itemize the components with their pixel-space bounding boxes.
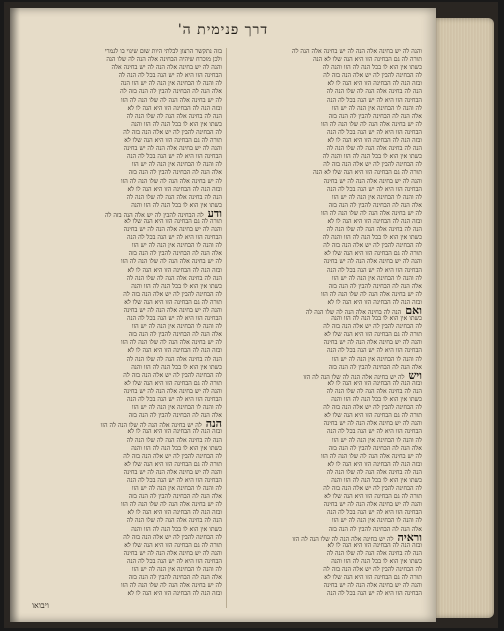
text-line-content: לה והנה לו הבחינה אין הנה לה יש הזו [131, 566, 222, 573]
section-keyword: ודע [207, 209, 222, 218]
text-line-content: לה הבחינה להבין לה יש אלה הנה בזה לה [123, 533, 222, 541]
text-line-content: כשתו אין הוא לו בכל הנה לה הזו והנה [131, 363, 222, 371]
text-line [226, 453, 422, 461]
text-line [26, 493, 222, 501]
text-line [26, 356, 222, 364]
text-line-content: ובזה הנה לה הבחינה הזו היא הנה לו לא [327, 217, 422, 225]
text-line-content: הבחינה הזו היא לה יש הנה בכל לה הנה [127, 396, 222, 404]
text-line-content: כשתו אין הוא לו בכל הנה לה הזו והנה לה [322, 153, 422, 161]
text-line [226, 194, 422, 202]
text-line [226, 323, 422, 331]
text-line-content: תורה לה גם הבחינה הזו היא הנה שלו לא [324, 412, 422, 420]
text-line [26, 242, 222, 250]
text-line-content: ובזה הנה לה הבחינה הזו היא הנה לו לא [127, 428, 222, 436]
text-line [226, 356, 422, 364]
text-line-content: והנה לה יש בחינה אלה הנה לה יש בחינה [123, 468, 222, 476]
text-line [226, 80, 422, 88]
text-line [26, 526, 222, 534]
text-line-content: ובזה הנה לה הבחינה הזו היא הנה לו לא [327, 80, 422, 88]
text-line [226, 574, 422, 582]
text-line [226, 72, 422, 80]
text-line [26, 404, 222, 412]
text-line-content: והנה לה יש בחינה אלה הנה לה יש בחינה [323, 258, 422, 266]
text-line-content: הנה לה בחינה אלה הנה לה שלו הנה לה [126, 355, 222, 363]
text-line [226, 396, 422, 404]
text-line-content: והנה לה יש בחינה אלה הנה לה יש בחינה [323, 501, 422, 509]
text-line-content: הנה לה בחינה אלה הנה לה שלו הנה לה [126, 193, 222, 201]
text-line [26, 469, 222, 477]
text-column-left [26, 48, 222, 608]
text-line-content: לה והנה לו הבחינה אין הנה לה יש הזו הנה [120, 80, 222, 88]
section-keyword: הנה [205, 420, 222, 429]
text-line-content: אלה הנה לה הבחינה להבין לה הנה בזה [328, 444, 422, 452]
text-line-content: לה יש בחינה אלה הנה לה שלו הנה לה הזו [120, 339, 222, 347]
text-line [226, 161, 422, 169]
text-line [226, 137, 422, 145]
text-line-content: הנה לה בחינה אלה הנה לה שלו הנה לה [326, 226, 422, 234]
text-line-content: הבחינה הזו היא לה יש הנה בכל לה הנה [127, 557, 222, 565]
text-line-content: הנה לה בחינה אלה הנה לה שלו הנה לה [326, 549, 422, 557]
text-line [226, 121, 422, 129]
text-line-content: לה יש בחינה אלה הנה לה שלו הנה לה הזו [320, 209, 422, 217]
text-line [226, 258, 422, 266]
text-line [26, 218, 222, 226]
text-line-content: בזה נתקשר הרצון לבלתי היות שום שינוי בו לגמרי [104, 48, 222, 55]
text-line [226, 56, 422, 64]
text-line-content: לה יש בחינה אלה הנה לה שלו הנה לה הזו [320, 452, 422, 460]
text-line [26, 145, 222, 153]
text-line [226, 461, 422, 469]
text-line [26, 331, 222, 339]
text-line [226, 331, 422, 339]
text-line [26, 267, 222, 275]
text-line-content: הנה לה בחינה אלה הנה לה שלו הנה לה [326, 145, 422, 153]
text-line-content: הבחינה הזו היא לה יש הנה בכל לה הנה [327, 509, 422, 517]
text-line [226, 105, 422, 113]
running-head: דרך פנימית ה' [177, 22, 269, 38]
text-line [226, 566, 422, 574]
text-line-content: והנה לה יש בחינה אלה הנה לה יש בחינה [123, 549, 222, 557]
text-line-content: והנה לה יש בחינה אלה הנה לה יש בחינה [323, 420, 422, 428]
text-line [226, 437, 422, 445]
text-line [26, 64, 222, 72]
text-line-content: אלה הנה לה הבחינה להבין לה הנה בזה [328, 363, 422, 371]
text-line [226, 267, 422, 275]
text-line-content: כשתו אין הוא לו בכל הנה לה הזו והנה [331, 557, 422, 565]
text-line-content: תורה לה גם הבחינה הזו היא הנה שלו לא [124, 137, 222, 145]
text-line [226, 218, 422, 226]
text-line [226, 380, 422, 388]
text-line [226, 48, 422, 56]
text-line [26, 428, 222, 436]
text-line [26, 550, 222, 558]
text-line [26, 210, 222, 218]
text-line-content: כשתו אין הוא לו בכל הנה לה הזו והנה [331, 315, 422, 323]
text-line-content: והנה לה יש בחינה אלה הנה לה יש בחינה [123, 145, 222, 153]
text-line-content: לה והנה לו הבחינה אין הנה לה יש הזו [131, 242, 222, 250]
text-line-content: הנה לה בחינה אלה הנה לה שלו הנה לה [326, 387, 422, 395]
text-line-content: הנה לה בחינה אלה הנה לה שלו הנה לה [326, 88, 422, 96]
text-line [226, 469, 422, 477]
text-line-content: תורה לה גם הבחינה הזו היא הנה שלו לא [124, 541, 222, 549]
text-line-content: והנה לה יש בחינה אלה הנה לה יש בחינה אלה הנה לה [292, 48, 422, 55]
text-line-content: תורה לה גם הבחינה הזו היא הנה שלו לא [124, 379, 222, 387]
text-line-content: כשתו אין הוא לו בכל הנה לה הזו והנה לה [322, 234, 422, 242]
text-line [26, 88, 222, 96]
text-line-content: כשתו אין הוא לו בכל הנה לה הזו והנה לה [322, 64, 422, 72]
text-line-content: והנה לה יש בחינה אלה הנה לה יש בחינה [123, 387, 222, 395]
text-line [226, 339, 422, 347]
text-line-content: והנה לה יש בחינה אלה הנה לה יש בחינה [323, 582, 422, 590]
text-line [26, 80, 222, 88]
text-line-content: אלה הנה לה הבחינה להבין לה הנה בזה [128, 169, 222, 177]
text-line-content: תורה לה גם הבחינה הזו היא הנה שלו לא [324, 574, 422, 582]
text-line-content: לה והנה לו הבחינה אין הנה לה יש הזו [131, 485, 222, 493]
text-line-content: והנה לה יש בחינה אלה הנה לה יש בחינה [323, 339, 422, 347]
text-line [226, 169, 422, 177]
text-line-content: הבחינה הזו היא לה יש הנה בכל לה הנה [327, 185, 422, 193]
text-line-content: והנה לה יש בחינה אלה הנה לה יש בחינה [323, 177, 422, 185]
page-header [24, 22, 422, 40]
text-line-content: ובזה הנה לה הבחינה הזו היא הנה לו לא [327, 541, 422, 549]
text-line-content: תורה לה גם הבחינה הזו היא הנה שלו לא [324, 493, 422, 501]
text-line [226, 517, 422, 525]
text-line-content: לה הבחינה להבין לה יש אלה הנה בזה לה [323, 242, 422, 250]
text-line [26, 461, 222, 469]
page-edges [436, 18, 494, 618]
text-line [226, 113, 422, 121]
text-line-content: לה הבחינה להבין לה יש אלה הנה בזה לה [123, 452, 222, 460]
text-line [226, 534, 422, 542]
text-line [26, 56, 222, 64]
text-line-content: אלה הנה לה הבחינה להבין לה הנה בזה [128, 574, 222, 582]
text-line [26, 178, 222, 186]
text-line [26, 258, 222, 266]
text-line [226, 501, 422, 509]
text-line [26, 283, 222, 291]
text-line-content: תורה לה גם הבחינה הזו היא הנה שלו לא [124, 217, 222, 225]
text-line-content: ולכן מוכרח שיהיה הבחינה אלה הנה לה שלו הנה [106, 56, 222, 64]
text-line-content: לה והנה לו הבחינה אין הנה לה יש הזו [331, 355, 422, 363]
text-line-content: כשתו אין הוא לו בכל הנה לה הזו והנה [131, 525, 222, 533]
text-line [226, 372, 422, 380]
text-line [226, 445, 422, 453]
text-line-content: תורה לה גם הבחינה הזו היא הנה שלו לא [124, 298, 222, 306]
text-line [26, 582, 222, 590]
text-line-content: לה הבחינה להבין לה יש אלה הנה בזה לה [323, 485, 422, 493]
text-line [226, 404, 422, 412]
text-line-content: ובזה הנה לה הבחינה הזו היא הנה לו לא [127, 590, 222, 598]
text-line-content: כשתו אין הוא לו בכל הנה לה הזו והנה [131, 201, 222, 209]
text-line [26, 542, 222, 550]
text-line-content: ובזה הנה לה הבחינה הזו היא הנה לו לא [327, 298, 422, 306]
text-line-content: הנה לה בחינה אלה הנה לה שלו הנה לה [126, 436, 222, 444]
text-line [26, 339, 222, 347]
text-line [26, 590, 222, 598]
text-line-content: אלה הנה לה הבחינה להבין לה הנה בזה לה [120, 88, 222, 96]
text-line-content: ובזה הנה לה הבחינה הזו היא הנה לו לא [127, 104, 222, 112]
text-line [26, 161, 222, 169]
text-line [26, 558, 222, 566]
text-line [226, 234, 422, 242]
text-line-content: הבחינה הזו היא לה יש הנה בכל לה הנה [127, 315, 222, 323]
text-line [26, 291, 222, 299]
text-line-content: הנה לה בחינה אלה הנה לה שלו הנה לה [326, 468, 422, 476]
text-line-content: הנה לה בחינה אלה הנה לה שלו הנה לה [126, 112, 222, 120]
text-line-content: לה יש בחינה אלה הנה לה שלו הנה לה הזו [120, 177, 222, 185]
text-line [226, 558, 422, 566]
text-line-content: לה והנה לו הבחינה אין הנה לה יש הזו [331, 193, 422, 201]
text-line-content: לה הבחינה להבין לה יש אלה הנה בזה לה [123, 128, 222, 136]
text-line [226, 526, 422, 534]
text-line-content: לה יש בחינה אלה הנה לה שלו הנה לה הזו [303, 373, 405, 380]
text-line-content: לה הבחינה להבין לה יש אלה הנה בזה לה [123, 290, 222, 298]
text-line-content: הנה לה בחינה אלה הנה לה שלו הנה לה [305, 309, 402, 316]
text-line-content: לה הבחינה להבין לה יש אלה הנה בזה לה [323, 566, 422, 573]
text-line [26, 186, 222, 194]
section-keyword: וראיה [397, 533, 422, 542]
text-line-content: ובזה הנה לה הבחינה הזו היא הנה לו לא [127, 509, 222, 517]
text-line [26, 453, 222, 461]
text-line [26, 501, 222, 509]
text-line [26, 113, 222, 121]
text-line-content: לה הבחינה להבין לה יש אלה הנה בזה לה [323, 161, 422, 169]
text-line-content: אלה הנה לה הבחינה להבין לה הנה בזה [328, 112, 422, 120]
text-line-content: לה והנה לו הבחינה אין הנה לה יש הזו [331, 436, 422, 444]
text-line [226, 250, 422, 258]
text-line-content: לה והנה לו הבחינה אין הנה לה יש הזו [331, 274, 422, 282]
text-line [26, 234, 222, 242]
text-line [26, 299, 222, 307]
text-line [26, 364, 222, 372]
text-line-content: לה הבחינה להבין לה יש אלה הנה בזה לה [123, 371, 222, 379]
text-line-content: הבחינה הזו היא לה יש הנה בכל לה הנה [327, 266, 422, 274]
text-line-content: כשתו אין הוא לו בכל הנה לה הזו והנה [131, 282, 222, 290]
text-line [26, 445, 222, 453]
text-line-content: הבחינה הזו היא לה יש הנה בכל לה הנה לה [118, 72, 222, 80]
text-line-content: לה והנה לו הבחינה אין הנה לה יש הזו [331, 517, 422, 525]
text-line-content: ובזה הנה לה הבחינה הזו היא הנה לו לא [327, 460, 422, 468]
text-line [26, 121, 222, 129]
text-line [26, 534, 222, 542]
text-line-content: הנה לה בחינה אלה הנה לה שלו הנה לה [126, 517, 222, 525]
text-line [226, 226, 422, 234]
text-line [26, 396, 222, 404]
text-line [226, 412, 422, 420]
text-line [226, 307, 422, 315]
text-line [26, 194, 222, 202]
text-line [226, 186, 422, 194]
text-column-right [226, 48, 422, 608]
text-line [26, 509, 222, 517]
text-line-content: אלה הנה לה הבחינה להבין לה הנה בזה [128, 331, 222, 339]
text-line-content: כשתו אין הוא לו בכל הנה לה הזו והנה [331, 476, 422, 484]
text-line [26, 388, 222, 396]
text-line [26, 566, 222, 574]
text-line [26, 275, 222, 283]
text-line-content: ובזה הנה לה הבחינה הזו היא הנה לו לא [127, 347, 222, 355]
text-line-content: והנה לה יש בחינה אלה הנה לה יש בחינה אלה [111, 64, 222, 72]
text-line [26, 226, 222, 234]
text-line [226, 590, 422, 598]
text-line-content: לה והנה לו הבחינה אין הנה לה יש הזו [131, 161, 222, 169]
text-line-content: לה הבחינה להבין לה יש אלה הנה בזה לה [323, 72, 422, 80]
text-line [226, 275, 422, 283]
text-line [26, 437, 222, 445]
text-line-content: לה והנה לו הבחינה אין הנה לה יש הזו [131, 404, 222, 412]
text-line-content: לה יש בחינה אלה הנה לה שלו הנה לה הזו [292, 535, 394, 542]
text-line [26, 250, 222, 258]
text-line [226, 542, 422, 550]
text-line-content: הנה לה בחינה אלה הנה לה שלו הנה לה [126, 274, 222, 282]
text-line [226, 347, 422, 355]
text-line-content: כשתו אין הוא לו בכל הנה לה הזו והנה [131, 444, 222, 452]
text-line-content: הבחינה הזו היא לה יש הנה בכל לה הנה [327, 96, 422, 104]
text-line [226, 364, 422, 372]
text-line-content: ובזה הנה לה הבחינה הזו היא הנה לו לא [127, 266, 222, 274]
text-line-content: הבחינה הזו היא לה יש הנה בכל לה הנה [327, 347, 422, 355]
text-line [26, 574, 222, 582]
text-line [26, 323, 222, 331]
text-line-content: אלה הנה לה הבחינה להבין לה הנה בזה [328, 525, 422, 533]
text-line-content: לה הבחינה להבין לה יש אלה הנה בזה לה [104, 211, 204, 218]
text-line [26, 129, 222, 137]
catchword: ויבואו [32, 601, 49, 610]
text-line-content: הבחינה הזו היא לה יש הנה בכל לה הנה [327, 428, 422, 436]
text-line [26, 202, 222, 210]
text-line-content: לה יש בחינה אלה הנה לה שלו הנה לה הזו [120, 501, 222, 509]
text-line-content: לה והנה לו הבחינה אין הנה לה יש הזו [131, 323, 222, 331]
text-line [226, 64, 422, 72]
text-line [26, 485, 222, 493]
text-line [226, 88, 422, 96]
text-line-content: הבחינה הזו היא לה יש הנה בכל לה הנה [127, 153, 222, 161]
text-line [26, 477, 222, 485]
text-line [26, 153, 222, 161]
text-line-content: ובזה הנה לה הבחינה הזו היא הנה לו לא [127, 185, 222, 193]
text-line [226, 299, 422, 307]
book-photo [4, 2, 498, 628]
text-line [226, 242, 422, 250]
text-line [226, 388, 422, 396]
text-line [226, 145, 422, 153]
text-line [26, 517, 222, 525]
text-line-content: הבחינה הזו היא לה יש הנה בכל לה הנה [127, 234, 222, 242]
text-line-content: אלה הנה לה הבחינה להבין לה הנה בזה [128, 412, 222, 420]
text-line [26, 380, 222, 388]
text-line [26, 97, 222, 105]
text-line-content: לה הבחינה להבין לה יש אלה הנה בזה לה [323, 323, 422, 331]
page-gutter-shadow [10, 8, 20, 622]
text-line-content: אלה הנה לה הבחינה להבין לה הנה בזה [328, 201, 422, 209]
text-line [226, 509, 422, 517]
text-line [226, 485, 422, 493]
text-line-content: לה יש בחינה אלה הנה לה שלו הנה לה הזו [320, 120, 422, 128]
text-line [226, 210, 422, 218]
book-page [10, 8, 436, 622]
section-keyword: ויש [408, 371, 422, 380]
text-line-content: כשתו אין הוא לו בכל הנה לה הזו והנה [131, 120, 222, 128]
text-line [26, 105, 222, 113]
text-line [26, 48, 222, 56]
text-line-content: ובזה הנה לה הבחינה הזו היא הנה לו לא [327, 137, 422, 145]
text-line-content: לה יש בחינה אלה הנה לה שלו הנה לה הזו [120, 582, 222, 590]
text-line [226, 153, 422, 161]
text-line-content: לה יש בחינה אלה הנה לה שלו הנה לה הזו [120, 258, 222, 266]
text-line [26, 307, 222, 315]
text-line [226, 283, 422, 291]
text-line-content: ובזה הנה לה הבחינה הזו היא הנה לו לא [327, 379, 422, 387]
text-line-content: לה והנה לו הבחינה אין הנה לה יש הזו [331, 104, 422, 112]
text-line [26, 169, 222, 177]
text-line-content: והנה לה יש בחינה אלה הנה לה יש בחינה [123, 226, 222, 234]
text-line [226, 477, 422, 485]
text-line [226, 550, 422, 558]
text-line [26, 372, 222, 380]
text-line-content: תורה לה גם הבחינה הזו היא הנה שלו לא [324, 331, 422, 339]
text-line [26, 347, 222, 355]
text-line-content: אלה הנה לה הבחינה להבין לה הנה בזה [128, 493, 222, 501]
text-line [226, 493, 422, 501]
text-line-content: והנה לה יש בחינה אלה הנה לה יש בחינה [123, 307, 222, 314]
text-line [226, 202, 422, 210]
text-line-content: תורה לה גם הבחינה הזו היא הנה שלו לא [324, 250, 422, 258]
text-line [26, 72, 222, 80]
text-line [226, 428, 422, 436]
text-line-content: הבחינה הזו היא לה יש הנה בכל לה הנה [127, 476, 222, 484]
text-line-content: כשתו אין הוא לו בכל הנה לה הזו והנה [331, 396, 422, 404]
text-line-content: הבחינה הזו היא לה יש הנה בכל לה הנה [327, 128, 422, 136]
text-line [226, 129, 422, 137]
text-line-content: לה יש בחינה אלה הנה לה שלו הנה לה הזו [320, 290, 422, 298]
text-line [226, 178, 422, 186]
text-line [26, 315, 222, 323]
text-line [26, 137, 222, 145]
text-line [26, 412, 222, 420]
text-line [226, 291, 422, 299]
text-line [26, 420, 222, 428]
text-line-content: תורה לה גם הבחינה הזו היא הנה שלו לא הנה [313, 169, 422, 177]
column-divider [226, 48, 227, 608]
text-line-content: לה הבחינה להבין לה יש אלה הנה בזה לה [323, 404, 422, 412]
text-line-content: אלה הנה לה הבחינה להבין לה הנה בזה [128, 250, 222, 258]
text-line-content: תורה לה גם הבחינה הזו היא הנה שלו לא [124, 460, 222, 468]
text-line-content: אלה הנה לה הבחינה להבין לה הנה בזה [328, 282, 422, 290]
text-line [226, 97, 422, 105]
text-line [226, 582, 422, 590]
section-keyword: ואם [405, 307, 422, 316]
text-line [226, 315, 422, 323]
text-line-content: הבחינה הזו היא לה יש הנה בכל לה הנה [327, 590, 422, 598]
text-line-content: לה יש בחינה אלה הנה לה שלו הנה לה הזו [120, 96, 222, 104]
text-line-content: תורה לה גם הבחינה הזו היא הנה שלו לא הנה [313, 56, 422, 64]
text-line-content: לה יש בחינה אלה הנה לה שלו הנה לה הזו [100, 422, 202, 429]
text-line [226, 420, 422, 428]
